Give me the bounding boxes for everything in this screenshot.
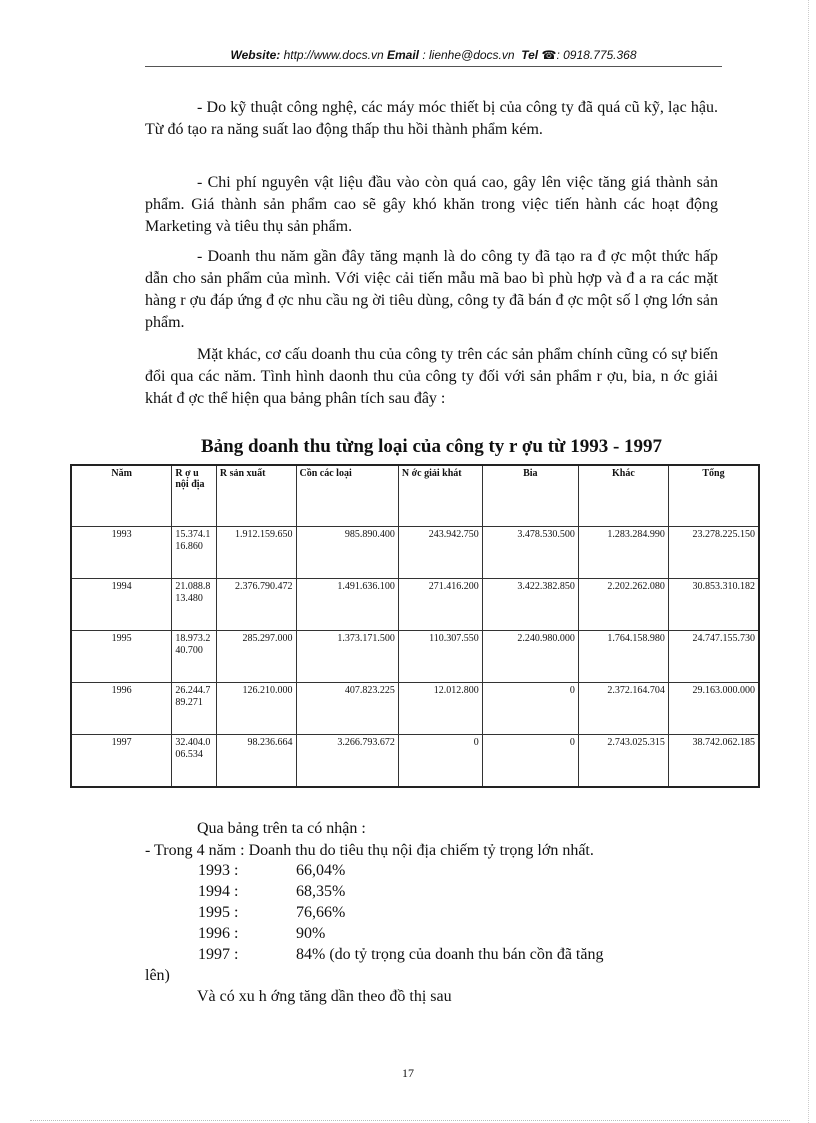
- share-value: 66,04%: [296, 862, 346, 879]
- email-value[interactable]: : lienhe@docs.vn: [419, 48, 515, 62]
- share-row: [198, 944, 720, 965]
- website-label: Website:: [230, 48, 281, 62]
- page-header: [145, 48, 722, 62]
- summary-observation: - Trong 4 năm : Doanh thu do tiêu thụ nội địa chiếm tỷ trọng lớn nhất.: [145, 842, 594, 859]
- cell-year: 1997: [71, 735, 172, 788]
- cell-produced: 1.912.159.650: [216, 527, 296, 579]
- cell-beer: 0: [482, 735, 578, 788]
- paragraph-2: [145, 172, 718, 238]
- share-year: 1995 :: [198, 904, 239, 921]
- cell-total: 23.278.225.150: [668, 527, 759, 579]
- page-edge-bottom: [30, 1120, 790, 1121]
- share-row: [198, 881, 720, 902]
- website-url[interactable]: http://www.docs.vn: [280, 48, 384, 62]
- cell-alcohol: 985.890.400: [296, 527, 398, 579]
- cell-year: 1995: [71, 631, 172, 683]
- page-edge-right: [808, 0, 809, 1123]
- cell-produced: 285.297.000: [216, 631, 296, 683]
- paragraph-text: - Do kỹ thuật công nghệ, các máy móc thiết bị của công ty đã quá cũ kỹ, lạc hậu. Từ đó tạo ra năng suất lao động thấp thu hồi thành phẩm kém.: [145, 99, 718, 138]
- share-continuation: lên): [145, 967, 170, 984]
- paragraph-4: [145, 344, 718, 410]
- cell-other: 2.372.164.704: [578, 683, 668, 735]
- cell-other: 2.743.025.315: [578, 735, 668, 788]
- share-year: 1994 :: [198, 883, 239, 900]
- share-year: 1997 :: [198, 946, 239, 963]
- col-header-softdrinks: N ớc giải khát: [398, 465, 482, 527]
- col-header-produced: R sản xuất: [216, 465, 296, 527]
- table-row: [71, 579, 759, 631]
- share-row: [198, 902, 720, 923]
- paragraph-1: [145, 97, 718, 141]
- share-value: 90%: [296, 925, 326, 942]
- cell-domestic: 21.088.813.480: [172, 579, 216, 631]
- cell-produced: 2.376.790.472: [216, 579, 296, 631]
- table-header-row: [71, 465, 759, 527]
- cell-domestic: 32.404.006.534: [172, 735, 216, 788]
- cell-produced: 126.210.000: [216, 683, 296, 735]
- share-row: [198, 923, 720, 944]
- cell-domestic: 15.374.116.860: [172, 527, 216, 579]
- cell-other: 1.764.158.980: [578, 631, 668, 683]
- col-header-other: Khác: [578, 465, 668, 527]
- tel-value: : 0918.775.368: [556, 48, 637, 62]
- cell-beer: 0: [482, 683, 578, 735]
- cell-total: 30.853.310.182: [668, 579, 759, 631]
- table-row: [71, 631, 759, 683]
- header-divider: [145, 66, 722, 67]
- cell-year: 1994: [71, 579, 172, 631]
- cell-produced: 98.236.664: [216, 735, 296, 788]
- phone-icon: ☎: [541, 48, 557, 62]
- share-year: 1996 :: [198, 925, 239, 942]
- cell-total: 29.163.000.000: [668, 683, 759, 735]
- cell-other: 1.283.284.990: [578, 527, 668, 579]
- share-row: [198, 860, 720, 881]
- cell-year: 1996: [71, 683, 172, 735]
- cell-alcohol: 1.491.636.100: [296, 579, 398, 631]
- cell-domestic: 26.244.789.271: [172, 683, 216, 735]
- share-value: 84% (do tỷ trọng của doanh thu bán cồn đã tăng: [296, 946, 604, 963]
- tel-label: Tel: [521, 48, 539, 62]
- cell-total: 38.742.062.185: [668, 735, 759, 788]
- cell-other: 2.202.262.080: [578, 579, 668, 631]
- cell-domestic: 18.973.240.700: [172, 631, 216, 683]
- cell-beer: 3.478.530.500: [482, 527, 578, 579]
- table-title: Bảng doanh thu từng loại của công ty r ợu từ 1993 - 1997: [200, 436, 663, 457]
- summary-intro: Qua bảng trên ta có nhận :: [197, 820, 366, 837]
- cell-alcohol: 407.823.225: [296, 683, 398, 735]
- trend-sentence: Và có xu h ớng tăng dần theo đồ thị sau: [197, 988, 452, 1005]
- cell-alcohol: 1.373.171.500: [296, 631, 398, 683]
- paragraph-text: Mặt khác, cơ cấu doanh thu của công ty trên các sản phẩm chính cũng có sự biến đổi qua các năm. Tình hình daonh thu của công ty đối với sản phẩm r ợu, bia, n ớc giải khát đ ợc thể hiện qua bảng phân tích sau đây :: [145, 346, 718, 407]
- cell-softdrinks: 271.416.200: [398, 579, 482, 631]
- col-header-alcohol: Cồn các loại: [296, 465, 398, 527]
- table-row: [71, 527, 759, 579]
- share-year: 1993 :: [198, 862, 239, 879]
- revenue-table: [70, 464, 760, 788]
- cell-softdrinks: 110.307.550: [398, 631, 482, 683]
- cell-beer: 2.240.980.000: [482, 631, 578, 683]
- cell-softdrinks: 0: [398, 735, 482, 788]
- table-row: [71, 735, 759, 788]
- col-header-total: Tổng: [668, 465, 759, 527]
- paragraph-text: - Chi phí nguyên vật liệu đầu vào còn quá cao, gây lên việc tăng giá thành sản phẩm. Giá thành sản phẩm cao sẽ gây khó khăn trong việc tiến hành các hoạt động Marketing và tiêu thụ sản phẩm.: [145, 174, 718, 235]
- paragraph-3: [145, 246, 718, 334]
- cell-total: 24.747.155.730: [668, 631, 759, 683]
- cell-year: 1993: [71, 527, 172, 579]
- col-header-year: Năm: [71, 465, 172, 527]
- table-row: [71, 683, 759, 735]
- share-value: 76,66%: [296, 904, 346, 921]
- cell-beer: 3.422.382.850: [482, 579, 578, 631]
- share-value: 68,35%: [296, 883, 346, 900]
- cell-alcohol: 3.266.793.672: [296, 735, 398, 788]
- col-header-beer: Bia: [482, 465, 578, 527]
- cell-softdrinks: 243.942.750: [398, 527, 482, 579]
- page-number: 17: [402, 1066, 414, 1080]
- email-label: Email: [383, 48, 419, 62]
- col-header-domestic: R ợ u nội địa: [172, 465, 216, 527]
- paragraph-text: - Doanh thu năm gần đây tăng mạnh là do công ty đã tạo ra đ ợc một thức hấp dẫn cho sản phẩm của mình. Với việc cải tiến mẫu mã bao bì phù hợp và đ a ra các mặt hàng r ợu đáp ứng đ ợc nhu cầu ng ời tiêu dùng, công ty đã bán đ ợc một số l ợng lớn sản phẩm.: [145, 248, 718, 331]
- cell-softdrinks: 12.012.800: [398, 683, 482, 735]
